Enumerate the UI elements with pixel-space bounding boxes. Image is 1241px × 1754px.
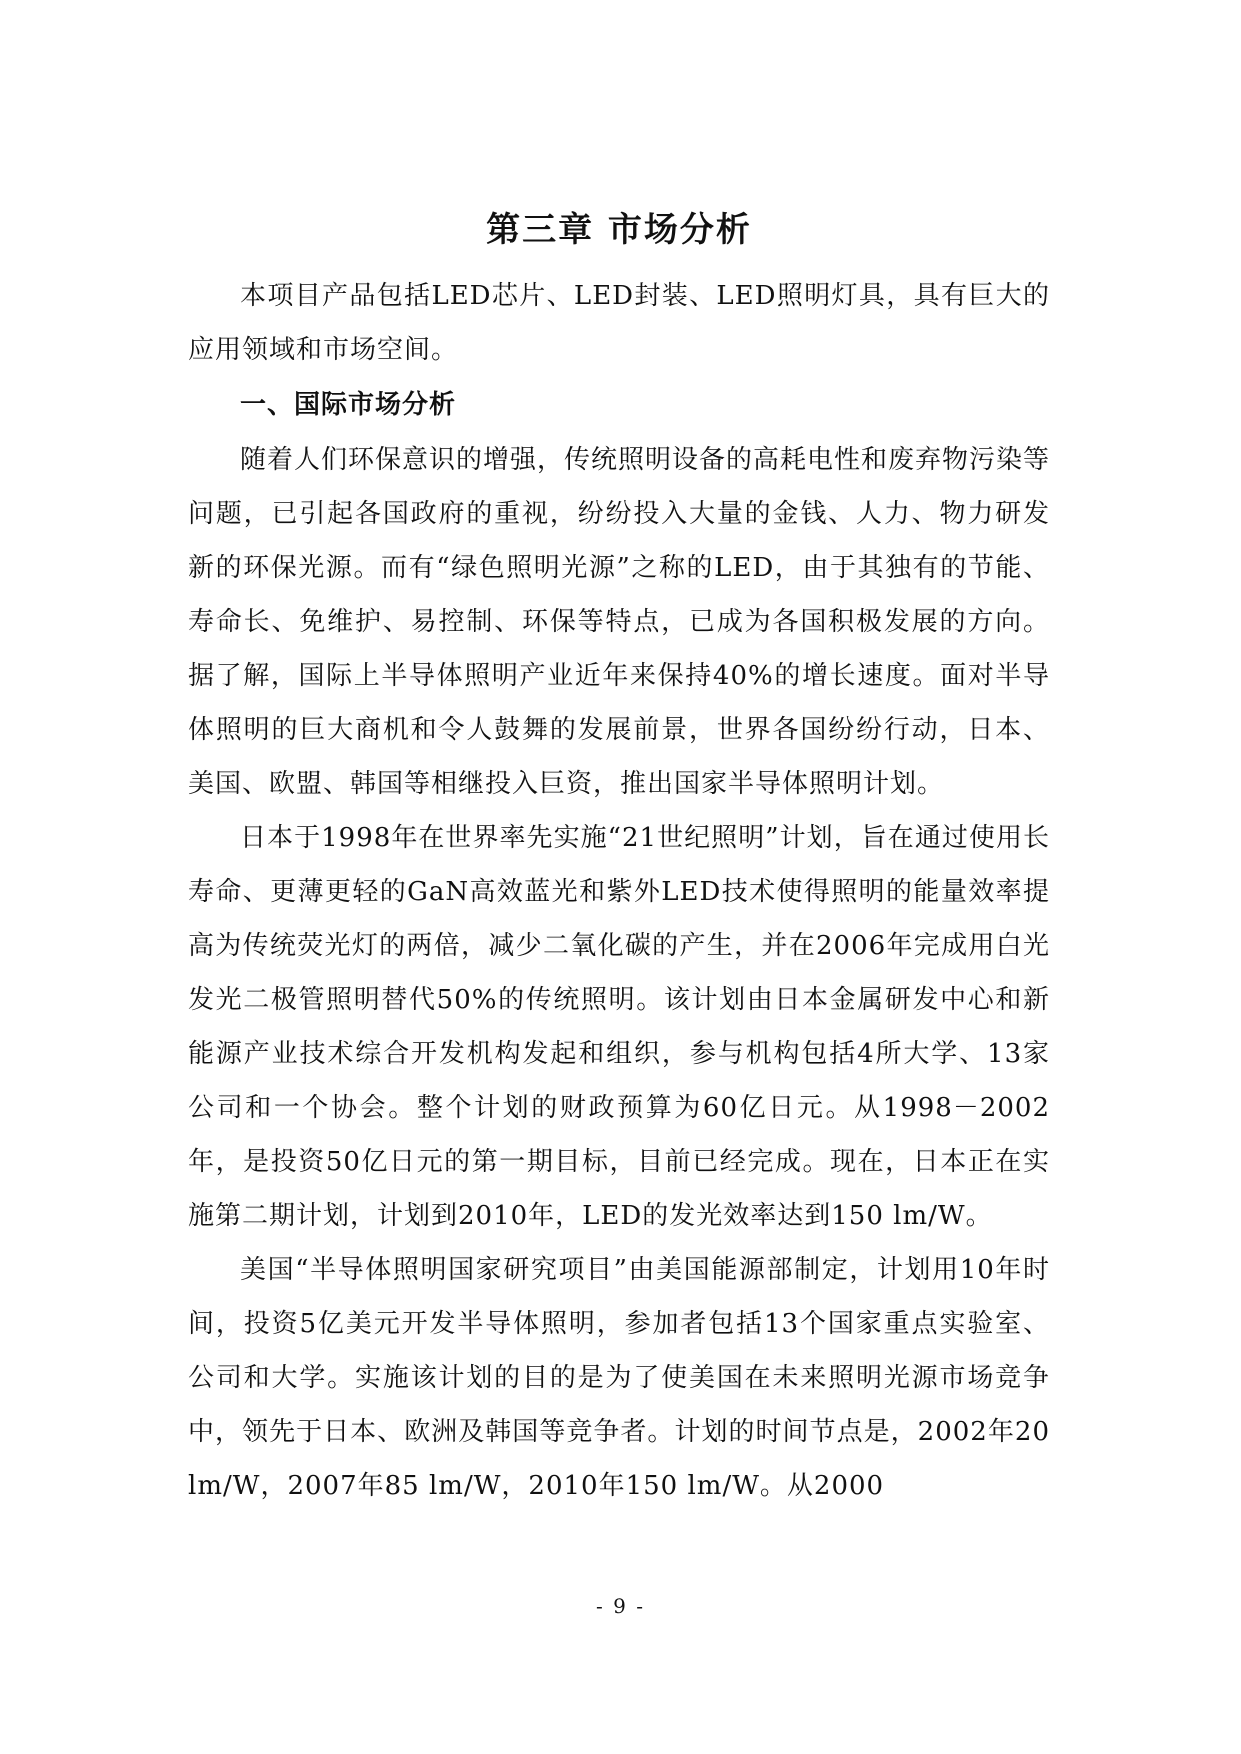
body-paragraph: 随着人们环保意识的增强，传统照明设备的高耗电性和废弃物污染等问题，已引起各国政府的重视，纷纷投入大量的金钱、人力、物力研发新的环保光源。而有“绿色照明光源”之称的LED，由于其独有的节能、寿命长、免维护、易控制、环保等特点，已成为各国积极发展的方向。据了解，国际上半导体照明产业近年来保持40%的增长速度。面对半导体照明的巨大商机和令人鼓舞的发展前景，世界各国纷纷行动，日本、美国、欧盟、韩国等相继投入巨资，推出国家半导体照明计划。 xyxy=(188,445,1051,799)
page-body xyxy=(188,205,1050,1513)
body-paragraph: 美国“半导体照明国家研究项目”由美国能源部制定，计划用10年时间，投资5亿美元开发半导体照明，参加者包括13个国家重点实验室、公司和大学。实施该计划的目的是为了使美国在未来照明光源市场竞争中，领先于日本、欧洲及韩国等竞争者。计划的时间节点是，2002年20 lm/W，2007年85 lm/W，2010年150 lm/W。从2000 xyxy=(188,1255,1050,1501)
page-number: - 9 - xyxy=(596,1594,645,1618)
chapter-title: 第三章 市场分析 xyxy=(486,210,752,250)
section-heading: 一、国际市场分析 xyxy=(240,390,457,420)
intro-paragraph: 本项目产品包括LED芯片、LED封装、LED照明灯具，具有巨大的应用领域和市场空间。 xyxy=(188,281,1050,365)
body-paragraph: 日本于1998年在世界率先实施“21世纪照明”计划，旨在通过使用长寿命、更薄更轻的GaN高效蓝光和紫外LED技术使得照明的能量效率提高为传统荧光灯的两倍，减少二氧化碳的产生，并在2006年完成用白光发光二极管照明替代50%的传统照明。该计划由日本金属研发中心和新能源产业技术综合开发机构发起和组织，参与机构包括4所大学、13家公司和一个协会。整个计划的财政预算为60亿日元。从1998－2002年，是投资50亿日元的第一期目标，目前已经完成。现在，日本正在实施第二期计划，计划到2010年，LED的发光效率达到150 lm/W。 xyxy=(188,823,1050,1231)
